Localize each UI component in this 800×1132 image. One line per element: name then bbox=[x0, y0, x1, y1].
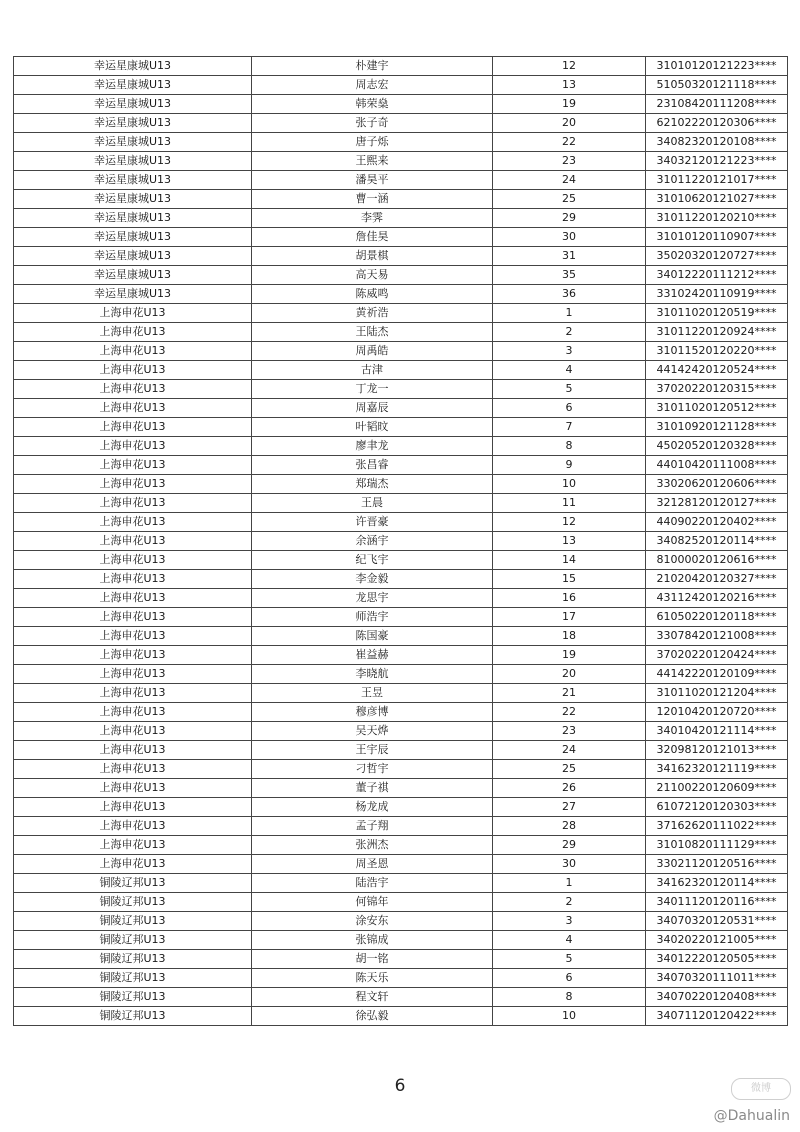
player-name-cell: 张洲杰 bbox=[252, 836, 493, 855]
player-name-cell: 龙思宇 bbox=[252, 589, 493, 608]
jersey-number-cell: 22 bbox=[493, 133, 646, 152]
jersey-number-cell: 12 bbox=[493, 513, 646, 532]
jersey-number-cell: 19 bbox=[493, 646, 646, 665]
table-row bbox=[14, 722, 788, 741]
id-number-cell: 34032120121223**** bbox=[646, 152, 788, 171]
player-name-cell: 王宇辰 bbox=[252, 741, 493, 760]
player-name-cell: 黄祈浩 bbox=[252, 304, 493, 323]
team-cell: 上海申花U13 bbox=[14, 665, 252, 684]
player-name-cell: 古津 bbox=[252, 361, 493, 380]
team-cell: 上海申花U13 bbox=[14, 475, 252, 494]
id-number-cell: 31011520120220**** bbox=[646, 342, 788, 361]
table-row bbox=[14, 114, 788, 133]
player-name-cell: 孟子翔 bbox=[252, 817, 493, 836]
table-row bbox=[14, 228, 788, 247]
team-cell: 铜陵辽邦U13 bbox=[14, 1007, 252, 1026]
jersey-number-cell: 4 bbox=[493, 931, 646, 950]
table-row bbox=[14, 247, 788, 266]
player-name-cell: 周圣恩 bbox=[252, 855, 493, 874]
jersey-number-cell: 23 bbox=[493, 152, 646, 171]
id-number-cell: 45020520120328**** bbox=[646, 437, 788, 456]
team-cell: 上海申花U13 bbox=[14, 760, 252, 779]
watermark: @Dahualin bbox=[713, 1108, 790, 1124]
jersey-number-cell: 27 bbox=[493, 798, 646, 817]
team-cell: 上海申花U13 bbox=[14, 418, 252, 437]
jersey-number-cell: 29 bbox=[493, 836, 646, 855]
player-name-cell: 周志宏 bbox=[252, 76, 493, 95]
jersey-number-cell: 6 bbox=[493, 399, 646, 418]
team-cell: 铜陵辽邦U13 bbox=[14, 950, 252, 969]
jersey-number-cell: 10 bbox=[493, 475, 646, 494]
team-cell: 上海申花U13 bbox=[14, 646, 252, 665]
team-cell: 铜陵辽邦U13 bbox=[14, 912, 252, 931]
table-row bbox=[14, 836, 788, 855]
id-number-cell: 44010420111008**** bbox=[646, 456, 788, 475]
id-number-cell: 34011120120116**** bbox=[646, 893, 788, 912]
table-row bbox=[14, 684, 788, 703]
id-number-cell: 34020220121005**** bbox=[646, 931, 788, 950]
player-name-cell: 李金毅 bbox=[252, 570, 493, 589]
jersey-number-cell: 30 bbox=[493, 855, 646, 874]
roster-table bbox=[13, 56, 788, 1026]
id-number-cell: 34070320120531**** bbox=[646, 912, 788, 931]
table-row bbox=[14, 1007, 788, 1026]
team-cell: 上海申花U13 bbox=[14, 570, 252, 589]
id-number-cell: 31011020120519**** bbox=[646, 304, 788, 323]
jersey-number-cell: 13 bbox=[493, 76, 646, 95]
jersey-number-cell: 1 bbox=[493, 874, 646, 893]
team-cell: 幸运星康城U13 bbox=[14, 76, 252, 95]
table-row bbox=[14, 893, 788, 912]
table-row bbox=[14, 513, 788, 532]
table-row bbox=[14, 323, 788, 342]
jersey-number-cell: 1 bbox=[493, 304, 646, 323]
jersey-number-cell: 24 bbox=[493, 741, 646, 760]
team-cell: 上海申花U13 bbox=[14, 836, 252, 855]
table-row bbox=[14, 304, 788, 323]
table-row bbox=[14, 551, 788, 570]
id-number-cell: 62102220120306**** bbox=[646, 114, 788, 133]
player-name-cell: 张锦成 bbox=[252, 931, 493, 950]
jersey-number-cell: 22 bbox=[493, 703, 646, 722]
team-cell: 铜陵辽邦U13 bbox=[14, 969, 252, 988]
player-name-cell: 崔益赫 bbox=[252, 646, 493, 665]
player-name-cell: 丁龙一 bbox=[252, 380, 493, 399]
table-row bbox=[14, 798, 788, 817]
jersey-number-cell: 20 bbox=[493, 114, 646, 133]
id-number-cell: 37020220120424**** bbox=[646, 646, 788, 665]
jersey-number-cell: 24 bbox=[493, 171, 646, 190]
team-cell: 上海申花U13 bbox=[14, 589, 252, 608]
id-number-cell: 31010120121223**** bbox=[646, 57, 788, 76]
table-row bbox=[14, 608, 788, 627]
team-cell: 上海申花U13 bbox=[14, 399, 252, 418]
player-name-cell: 叶韬旼 bbox=[252, 418, 493, 437]
jersey-number-cell: 28 bbox=[493, 817, 646, 836]
team-cell: 幸运星康城U13 bbox=[14, 209, 252, 228]
table-row bbox=[14, 969, 788, 988]
team-cell: 上海申花U13 bbox=[14, 627, 252, 646]
table-row bbox=[14, 437, 788, 456]
player-name-cell: 韩荣燊 bbox=[252, 95, 493, 114]
id-number-cell: 44142220120109**** bbox=[646, 665, 788, 684]
team-cell: 上海申花U13 bbox=[14, 494, 252, 513]
player-name-cell: 涂安东 bbox=[252, 912, 493, 931]
table-row bbox=[14, 703, 788, 722]
id-number-cell: 21020420120327**** bbox=[646, 570, 788, 589]
player-name-cell: 陈威鸣 bbox=[252, 285, 493, 304]
jersey-number-cell: 19 bbox=[493, 95, 646, 114]
id-number-cell: 51050320121118**** bbox=[646, 76, 788, 95]
table-row bbox=[14, 988, 788, 1007]
id-number-cell: 34071120120422**** bbox=[646, 1007, 788, 1026]
jersey-number-cell: 13 bbox=[493, 532, 646, 551]
team-cell: 上海申花U13 bbox=[14, 817, 252, 836]
player-name-cell: 张昌睿 bbox=[252, 456, 493, 475]
table-row bbox=[14, 456, 788, 475]
table-row bbox=[14, 76, 788, 95]
player-name-cell: 周禹皓 bbox=[252, 342, 493, 361]
player-name-cell: 朴建宇 bbox=[252, 57, 493, 76]
team-cell: 幸运星康城U13 bbox=[14, 133, 252, 152]
jersey-number-cell: 16 bbox=[493, 589, 646, 608]
table-row bbox=[14, 475, 788, 494]
team-cell: 幸运星康城U13 bbox=[14, 190, 252, 209]
player-name-cell: 陆浩宇 bbox=[252, 874, 493, 893]
team-cell: 上海申花U13 bbox=[14, 741, 252, 760]
team-cell: 上海申花U13 bbox=[14, 323, 252, 342]
jersey-number-cell: 25 bbox=[493, 190, 646, 209]
jersey-number-cell: 9 bbox=[493, 456, 646, 475]
table-row bbox=[14, 418, 788, 437]
id-number-cell: 31010820111129**** bbox=[646, 836, 788, 855]
jersey-number-cell: 15 bbox=[493, 570, 646, 589]
team-cell: 铜陵辽邦U13 bbox=[14, 893, 252, 912]
id-number-cell: 23108420111208**** bbox=[646, 95, 788, 114]
player-name-cell: 詹佳昊 bbox=[252, 228, 493, 247]
id-number-cell: 32128120120127**** bbox=[646, 494, 788, 513]
player-name-cell: 徐弘毅 bbox=[252, 1007, 493, 1026]
id-number-cell: 34162320121119**** bbox=[646, 760, 788, 779]
player-name-cell: 董子祺 bbox=[252, 779, 493, 798]
player-name-cell: 纪飞宇 bbox=[252, 551, 493, 570]
id-number-cell: 21100220120609**** bbox=[646, 779, 788, 798]
team-cell: 幸运星康城U13 bbox=[14, 152, 252, 171]
table-row bbox=[14, 342, 788, 361]
player-name-cell: 胡一铭 bbox=[252, 950, 493, 969]
team-cell: 幸运星康城U13 bbox=[14, 247, 252, 266]
jersey-number-cell: 25 bbox=[493, 760, 646, 779]
table-row bbox=[14, 665, 788, 684]
table-row bbox=[14, 760, 788, 779]
player-name-cell: 程文轩 bbox=[252, 988, 493, 1007]
id-number-cell: 34162320120114**** bbox=[646, 874, 788, 893]
table-row bbox=[14, 57, 788, 76]
team-cell: 上海申花U13 bbox=[14, 779, 252, 798]
jersey-number-cell: 5 bbox=[493, 950, 646, 969]
jersey-number-cell: 11 bbox=[493, 494, 646, 513]
jersey-number-cell: 21 bbox=[493, 684, 646, 703]
table-row bbox=[14, 152, 788, 171]
id-number-cell: 34012220120505**** bbox=[646, 950, 788, 969]
player-name-cell: 许晋豪 bbox=[252, 513, 493, 532]
table-row bbox=[14, 627, 788, 646]
table-row bbox=[14, 646, 788, 665]
team-cell: 幸运星康城U13 bbox=[14, 57, 252, 76]
id-number-cell: 61050220120118**** bbox=[646, 608, 788, 627]
id-number-cell: 34010420121114**** bbox=[646, 722, 788, 741]
table-row bbox=[14, 741, 788, 760]
jersey-number-cell: 30 bbox=[493, 228, 646, 247]
table-row bbox=[14, 399, 788, 418]
player-name-cell: 杨龙成 bbox=[252, 798, 493, 817]
id-number-cell: 33102420110919**** bbox=[646, 285, 788, 304]
player-name-cell: 王昱 bbox=[252, 684, 493, 703]
jersey-number-cell: 2 bbox=[493, 893, 646, 912]
jersey-number-cell: 12 bbox=[493, 57, 646, 76]
jersey-number-cell: 29 bbox=[493, 209, 646, 228]
team-cell: 上海申花U13 bbox=[14, 342, 252, 361]
team-cell: 上海申花U13 bbox=[14, 513, 252, 532]
team-cell: 上海申花U13 bbox=[14, 361, 252, 380]
table-row bbox=[14, 380, 788, 399]
table-row bbox=[14, 285, 788, 304]
jersey-number-cell: 5 bbox=[493, 380, 646, 399]
jersey-number-cell: 8 bbox=[493, 437, 646, 456]
id-number-cell: 81000020120616**** bbox=[646, 551, 788, 570]
id-number-cell: 44090220120402**** bbox=[646, 513, 788, 532]
team-cell: 铜陵辽邦U13 bbox=[14, 988, 252, 1007]
team-cell: 上海申花U13 bbox=[14, 304, 252, 323]
jersey-number-cell: 36 bbox=[493, 285, 646, 304]
roster-body bbox=[14, 57, 788, 1026]
player-name-cell: 陈天乐 bbox=[252, 969, 493, 988]
id-number-cell: 31011020121204**** bbox=[646, 684, 788, 703]
id-number-cell: 34082520120114**** bbox=[646, 532, 788, 551]
id-number-cell: 34082320120108**** bbox=[646, 133, 788, 152]
id-number-cell: 33021120120516**** bbox=[646, 855, 788, 874]
id-number-cell: 31010920121128**** bbox=[646, 418, 788, 437]
team-cell: 幸运星康城U13 bbox=[14, 266, 252, 285]
id-number-cell: 35020320120727**** bbox=[646, 247, 788, 266]
table-row bbox=[14, 931, 788, 950]
jersey-number-cell: 31 bbox=[493, 247, 646, 266]
table-row bbox=[14, 532, 788, 551]
table-row bbox=[14, 133, 788, 152]
player-name-cell: 陈国豪 bbox=[252, 627, 493, 646]
id-number-cell: 33078420121008**** bbox=[646, 627, 788, 646]
id-number-cell: 34012220111212**** bbox=[646, 266, 788, 285]
id-number-cell: 12010420120720**** bbox=[646, 703, 788, 722]
jersey-number-cell: 7 bbox=[493, 418, 646, 437]
table-row bbox=[14, 190, 788, 209]
id-number-cell: 31011220121017**** bbox=[646, 171, 788, 190]
player-name-cell: 郑瑞杰 bbox=[252, 475, 493, 494]
table-row bbox=[14, 361, 788, 380]
table-row bbox=[14, 209, 788, 228]
id-number-cell: 34070320111011**** bbox=[646, 969, 788, 988]
table-row bbox=[14, 171, 788, 190]
jersey-number-cell: 4 bbox=[493, 361, 646, 380]
jersey-number-cell: 3 bbox=[493, 342, 646, 361]
jersey-number-cell: 35 bbox=[493, 266, 646, 285]
page-number: 6 bbox=[394, 1076, 406, 1096]
weibo-stamp-logo: 微博 bbox=[731, 1078, 791, 1100]
table-row bbox=[14, 95, 788, 114]
table-row bbox=[14, 912, 788, 931]
team-cell: 上海申花U13 bbox=[14, 798, 252, 817]
team-cell: 上海申花U13 bbox=[14, 437, 252, 456]
jersey-number-cell: 17 bbox=[493, 608, 646, 627]
jersey-number-cell: 2 bbox=[493, 323, 646, 342]
player-name-cell: 胡景棋 bbox=[252, 247, 493, 266]
id-number-cell: 37020220120315**** bbox=[646, 380, 788, 399]
team-cell: 幸运星康城U13 bbox=[14, 228, 252, 247]
table-row bbox=[14, 494, 788, 513]
team-cell: 铜陵辽邦U13 bbox=[14, 874, 252, 893]
jersey-number-cell: 18 bbox=[493, 627, 646, 646]
team-cell: 上海申花U13 bbox=[14, 380, 252, 399]
player-name-cell: 穆彦博 bbox=[252, 703, 493, 722]
jersey-number-cell: 8 bbox=[493, 988, 646, 1007]
id-number-cell: 32098120121013**** bbox=[646, 741, 788, 760]
table-row bbox=[14, 855, 788, 874]
id-number-cell: 33020620120606**** bbox=[646, 475, 788, 494]
table-row bbox=[14, 589, 788, 608]
player-name-cell: 王熙来 bbox=[252, 152, 493, 171]
table-row bbox=[14, 874, 788, 893]
team-cell: 幸运星康城U13 bbox=[14, 285, 252, 304]
team-cell: 上海申花U13 bbox=[14, 703, 252, 722]
player-name-cell: 王陆杰 bbox=[252, 323, 493, 342]
team-cell: 上海申花U13 bbox=[14, 684, 252, 703]
id-number-cell: 34070220120408**** bbox=[646, 988, 788, 1007]
player-name-cell: 潘昊平 bbox=[252, 171, 493, 190]
team-cell: 幸运星康城U13 bbox=[14, 171, 252, 190]
jersey-number-cell: 20 bbox=[493, 665, 646, 684]
team-cell: 上海申花U13 bbox=[14, 722, 252, 741]
player-name-cell: 吴天烨 bbox=[252, 722, 493, 741]
jersey-number-cell: 10 bbox=[493, 1007, 646, 1026]
team-cell: 上海申花U13 bbox=[14, 456, 252, 475]
table-row bbox=[14, 779, 788, 798]
id-number-cell: 31010120110907**** bbox=[646, 228, 788, 247]
team-cell: 上海申花U13 bbox=[14, 532, 252, 551]
table-row bbox=[14, 817, 788, 836]
id-number-cell: 31011220120924**** bbox=[646, 323, 788, 342]
id-number-cell: 37162620111022**** bbox=[646, 817, 788, 836]
player-name-cell: 余涵宇 bbox=[252, 532, 493, 551]
player-name-cell: 张子奇 bbox=[252, 114, 493, 133]
team-cell: 幸运星康城U13 bbox=[14, 95, 252, 114]
id-number-cell: 31010620121027**** bbox=[646, 190, 788, 209]
team-cell: 幸运星康城U13 bbox=[14, 114, 252, 133]
table-row bbox=[14, 570, 788, 589]
id-number-cell: 44142420120524**** bbox=[646, 361, 788, 380]
player-name-cell: 高天易 bbox=[252, 266, 493, 285]
player-name-cell: 唐子烁 bbox=[252, 133, 493, 152]
id-number-cell: 31011220120210**** bbox=[646, 209, 788, 228]
id-number-cell: 61072120120303**** bbox=[646, 798, 788, 817]
player-name-cell: 李霁 bbox=[252, 209, 493, 228]
player-name-cell: 师浩宇 bbox=[252, 608, 493, 627]
player-name-cell: 李晓航 bbox=[252, 665, 493, 684]
jersey-number-cell: 6 bbox=[493, 969, 646, 988]
player-name-cell: 周嘉辰 bbox=[252, 399, 493, 418]
player-name-cell: 刁哲宇 bbox=[252, 760, 493, 779]
team-cell: 上海申花U13 bbox=[14, 608, 252, 627]
player-name-cell: 廖聿龙 bbox=[252, 437, 493, 456]
jersey-number-cell: 23 bbox=[493, 722, 646, 741]
player-name-cell: 何锦年 bbox=[252, 893, 493, 912]
team-cell: 铜陵辽邦U13 bbox=[14, 931, 252, 950]
team-cell: 上海申花U13 bbox=[14, 551, 252, 570]
id-number-cell: 31011020120512**** bbox=[646, 399, 788, 418]
table-row bbox=[14, 266, 788, 285]
player-name-cell: 曹一涵 bbox=[252, 190, 493, 209]
table-row bbox=[14, 950, 788, 969]
id-number-cell: 43112420120216**** bbox=[646, 589, 788, 608]
team-cell: 上海申花U13 bbox=[14, 855, 252, 874]
jersey-number-cell: 3 bbox=[493, 912, 646, 931]
jersey-number-cell: 26 bbox=[493, 779, 646, 798]
jersey-number-cell: 14 bbox=[493, 551, 646, 570]
player-name-cell: 王晨 bbox=[252, 494, 493, 513]
